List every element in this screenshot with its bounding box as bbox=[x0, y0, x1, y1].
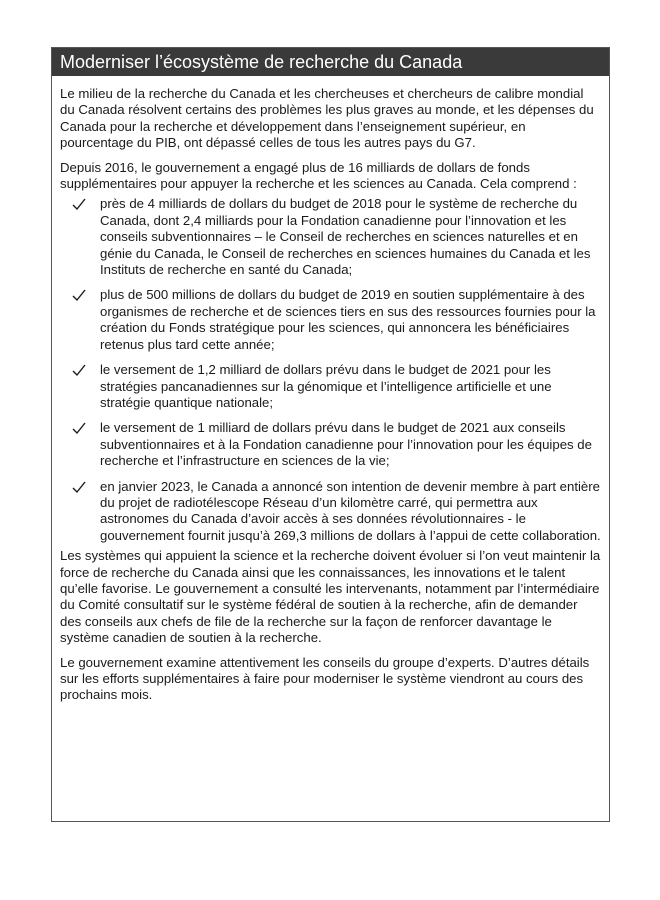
box-title: Moderniser l’écosystème de recherche du Canada bbox=[52, 48, 609, 76]
checklist bbox=[60, 196, 601, 544]
list-item-text: le versement de 1,2 milliard de dollars prévu dans le budget de 2021 pour les stratégies pancanadiennes sur la génomique et l’intelligence artificielle et une stratégie quantique nationale; bbox=[100, 362, 552, 410]
paragraph-systems: Les systèmes qui appuient la science et la recherche doivent évoluer si l’on veut maintenir la force de recherche du Canada ainsi que les connaissances, les innovations et le talent qu’elle favorise. Le gouvernement a consulté les intervenants, notamment par l’intermédiaire du Comité consultatif sur le système fédéral de soutien à la recherche, afin de demander des conseils aux chefs de file de la recherche sur la façon de renforcer davantage le système canadien de soutien à la recherche. bbox=[60, 548, 601, 646]
checkmark-icon bbox=[72, 479, 86, 495]
list-item bbox=[60, 420, 601, 469]
checkmark-icon bbox=[72, 196, 86, 212]
paragraph-funding: Depuis 2016, le gouvernement a engagé plus de 16 milliards de dollars de fonds supplémentaires pour appuyer la recherche et les sciences au Canada. Cela comprend : bbox=[60, 159, 577, 192]
list-item-text: plus de 500 millions de dollars du budget de 2019 en soutien supplémentaire à des organismes de recherche et de sciences tiers en sus des ressources fournies pour la création du Fonds stratégique pour les sciences, qui annoncera les bénéficiaires retenus plus tard cette année; bbox=[100, 287, 596, 352]
list-item bbox=[60, 196, 601, 278]
box-body bbox=[52, 76, 609, 704]
list-item bbox=[60, 479, 601, 545]
info-box bbox=[51, 47, 610, 822]
list-item-text: en janvier 2023, le Canada a annoncé son intention de devenir membre à part entière du projet de radiotélescope Réseau d’un kilomètre carré, qui permettra aux astronomes du Canada d’avoir accès à ses données révolutionnaires - le gouvernement fournit jusqu’à 269,3 millions de dollars à l’appui de cette collaboration. bbox=[100, 478, 601, 543]
paragraph-intro: Le milieu de la recherche du Canada et les chercheuses et chercheurs de calibre mondial du Canada résolvent certains des problèmes les plus graves au monde, et les dépenses du Canada pour la recherche et développement dans l’enseignement supérieur, en pourcentage du PIB, ont dépassé celles de tous les autres pays du G7. bbox=[60, 86, 594, 151]
checkmark-icon bbox=[72, 287, 86, 303]
list-item-text: près de 4 milliards de dollars du budget de 2018 pour le système de recherche du Canada, dont 2,4 milliards pour la Fondation canadienne pour l’innovation et les conseils subventionnaires – le Conseil de recherches en sciences naturelles et en génie du Canada, le Conseil de recherches en sciences humaines du Canada et les Instituts de recherche en santé du Canada; bbox=[100, 196, 591, 278]
list-item bbox=[60, 287, 601, 353]
list-item-text: le versement de 1 milliard de dollars prévu dans le budget de 2021 aux conseils subventionnaires et à la Fondation canadienne pour l’innovation pour les équipes de recherche et l’infrastructure en sciences de la vie; bbox=[100, 420, 592, 469]
checkmark-icon bbox=[72, 420, 86, 436]
checkmark-icon bbox=[72, 362, 86, 378]
list-item bbox=[60, 362, 601, 411]
paragraph-conclusion: Le gouvernement examine attentivement les conseils du groupe d’experts. D’autres détails sur les efforts supplémentaires à faire pour moderniser le système viendront au cours des prochains mois. bbox=[60, 654, 590, 703]
